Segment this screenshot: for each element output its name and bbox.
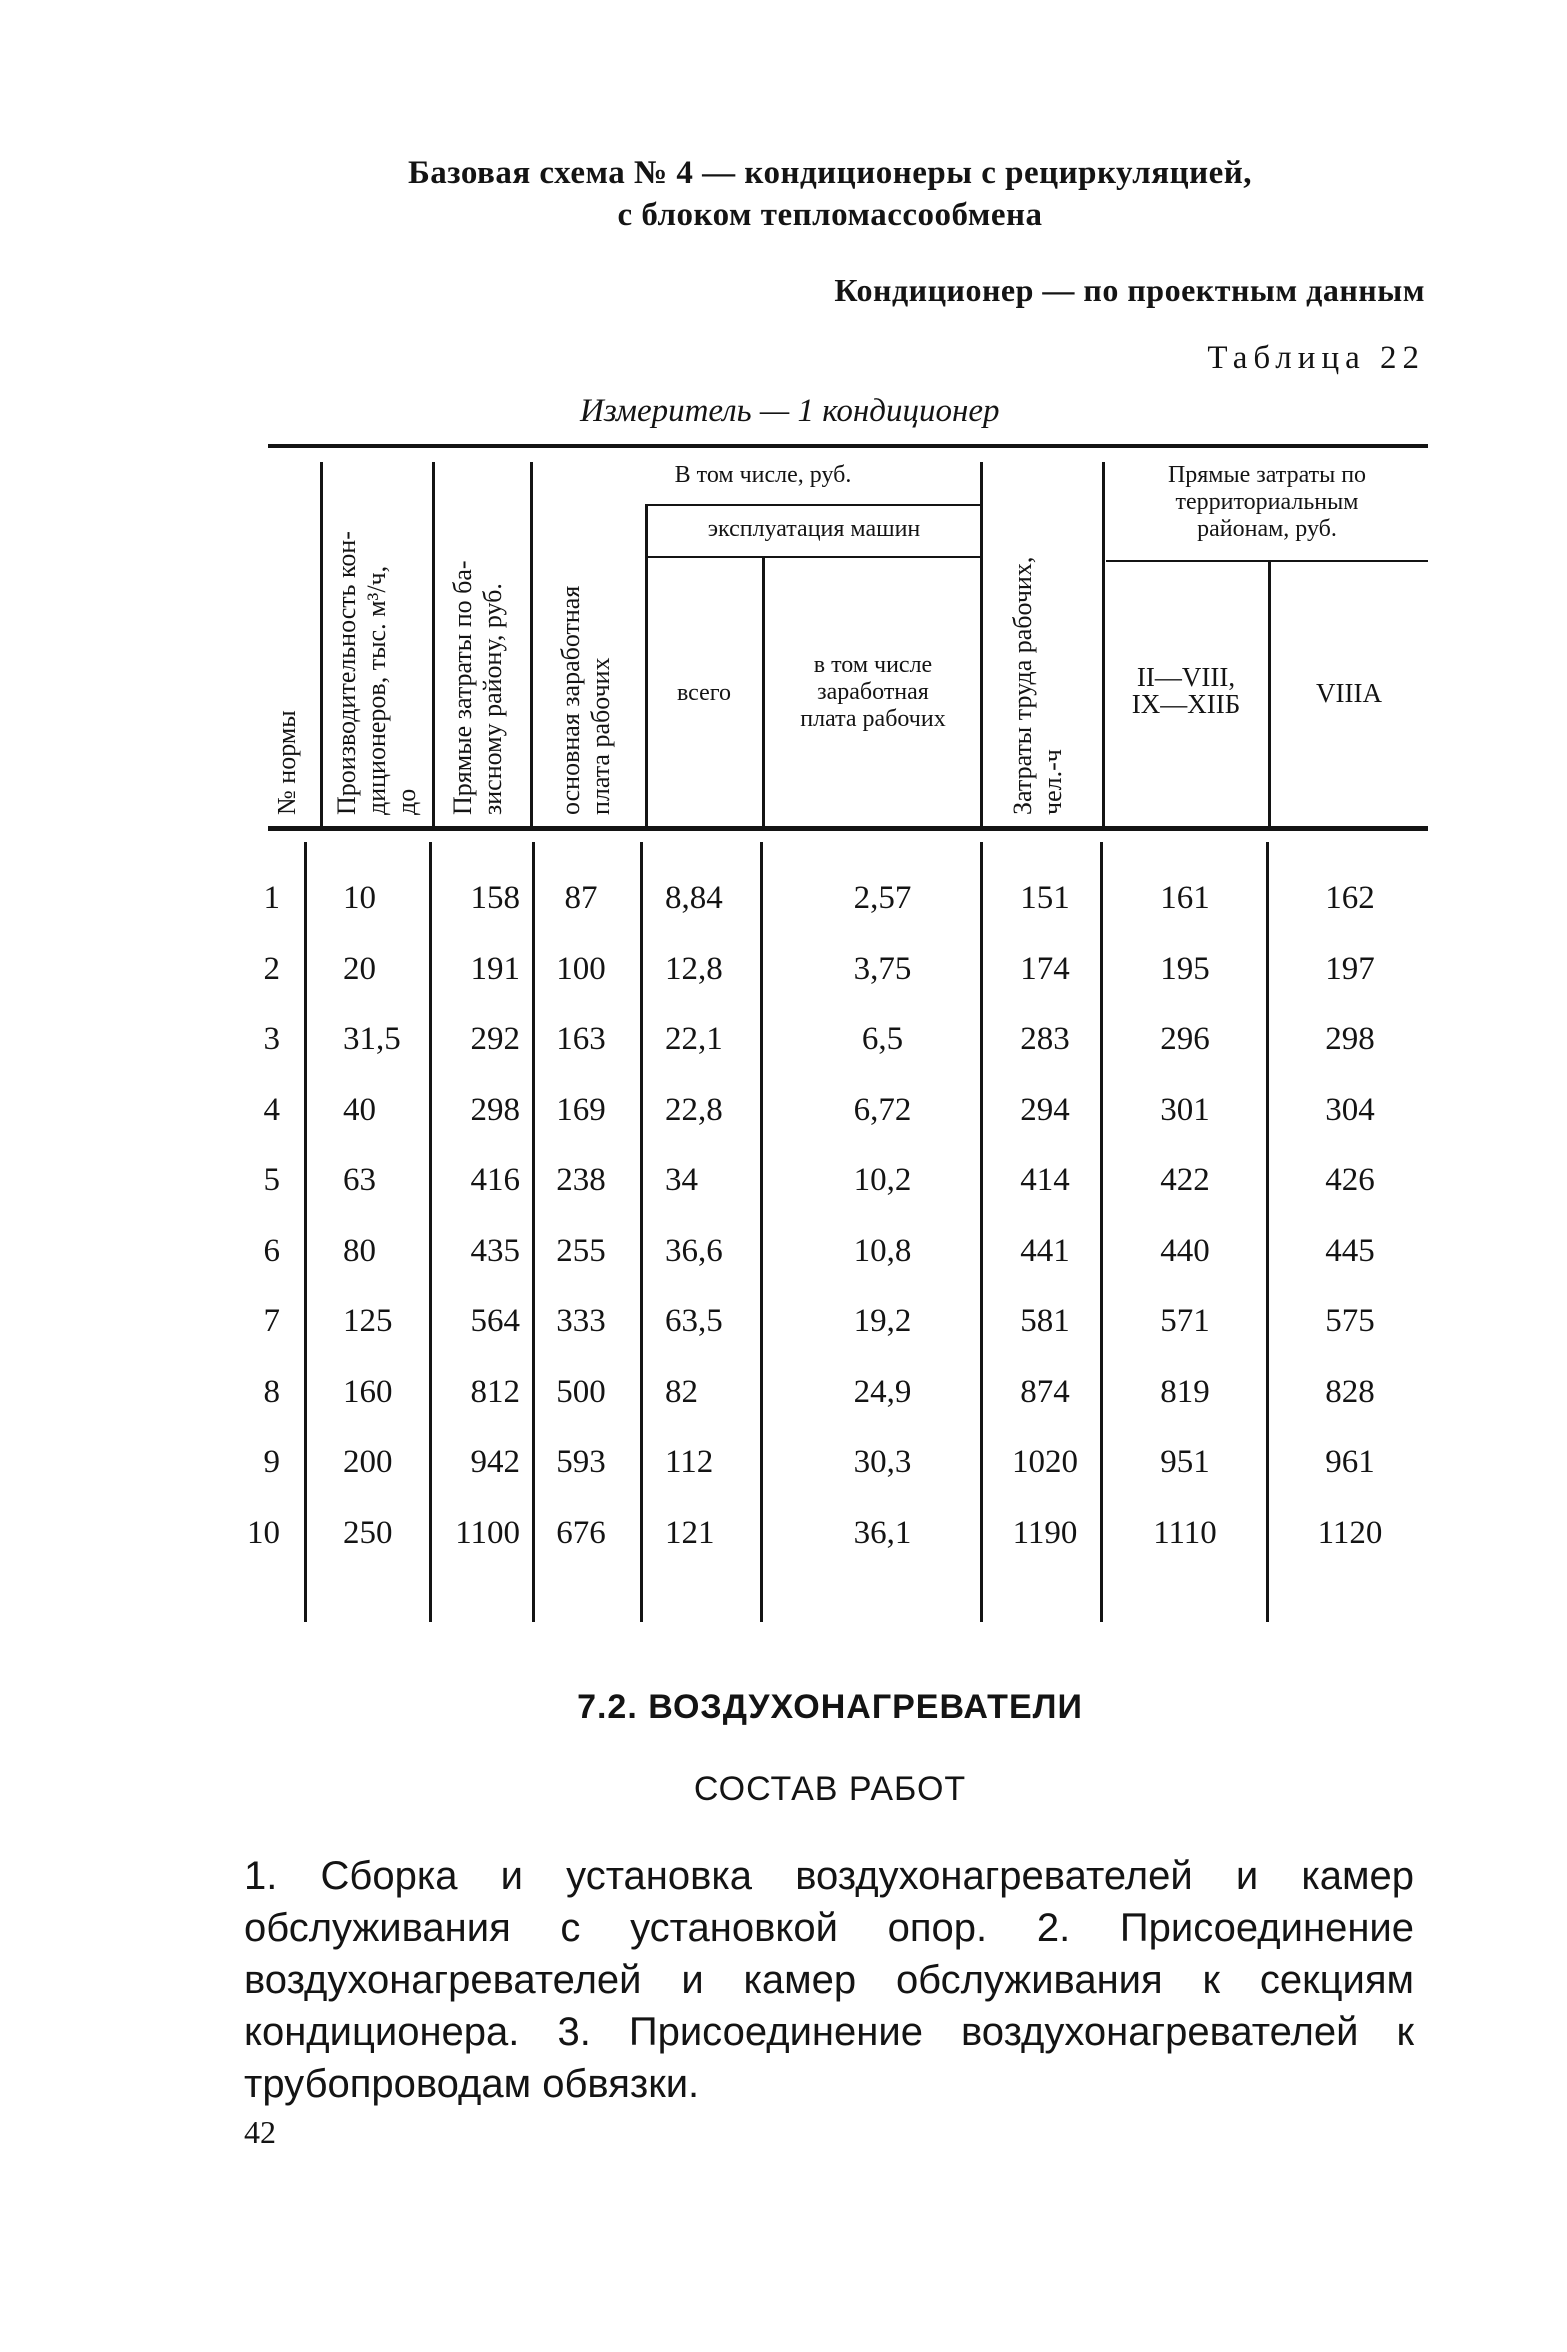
region-2-cell: 828 — [1325, 1373, 1375, 1410]
labor-cell: 151 — [1020, 880, 1070, 916]
header-num: № нормы — [272, 710, 301, 815]
machines-total-cell: 121 — [665, 1514, 715, 1551]
header-capacity: Производительность кон- диционеров, тыс. м³/ч, до — [332, 531, 421, 815]
capacity-cell: 63 — [343, 1162, 376, 1198]
machines-wage-cell: 19,2 — [853, 1303, 912, 1339]
regions-rule — [1106, 560, 1428, 562]
labor-cell: 1190 — [1012, 1514, 1078, 1551]
labor-cell: 294 — [1020, 1091, 1070, 1128]
region-2-cell: 162 — [1325, 880, 1375, 916]
row-number: 9 — [263, 1444, 280, 1480]
capacity-cell: 125 — [343, 1303, 393, 1339]
direct-base-cell: 435 — [470, 1232, 520, 1269]
direct-base-cell: 292 — [470, 1021, 520, 1057]
header-wage: основная заработная плата рабочих — [556, 585, 615, 815]
region-2-cell: 304 — [1325, 1091, 1375, 1128]
body-vline-1 — [304, 842, 307, 1622]
machines-rule — [648, 556, 980, 558]
machines-wage-cell: 6,72 — [853, 1091, 912, 1128]
machines-wage-cell: 6,5 — [861, 1021, 904, 1057]
capacity-cell: 40 — [343, 1091, 376, 1128]
body-vline-3 — [532, 842, 535, 1622]
machines-wage-cell: 24,9 — [853, 1373, 912, 1410]
region-2-cell: 426 — [1325, 1162, 1375, 1198]
region-2-cell: 961 — [1325, 1444, 1375, 1480]
row-number: 4 — [263, 1091, 280, 1128]
machines-total-cell: 63,5 — [665, 1303, 723, 1339]
hdr-vline-4 — [645, 506, 648, 826]
header-regions: Прямые затраты по территориальным районам, руб. — [1167, 462, 1367, 542]
machines-total-cell: 112 — [665, 1444, 714, 1480]
machines-total-cell: 22,1 — [665, 1021, 723, 1057]
capacity-cell: 10 — [343, 880, 376, 916]
direct-base-cell: 942 — [470, 1444, 520, 1480]
labor-cell: 441 — [1020, 1232, 1070, 1269]
direct-base-cell: 191 — [470, 950, 520, 987]
machines-wage-cell: 10,2 — [853, 1162, 912, 1198]
wage-cell: 163 — [556, 1021, 606, 1057]
body-vline-8 — [1266, 842, 1269, 1622]
wage-cell: 255 — [556, 1232, 606, 1269]
labor-cell: 283 — [1020, 1021, 1070, 1057]
hdr-vline-3 — [530, 462, 533, 826]
region-2-cell: 1120 — [1317, 1514, 1383, 1551]
body-vline-4 — [640, 842, 643, 1622]
capacity-cell: 200 — [343, 1444, 393, 1480]
section-subtitle: СОСТАВ РАБОТ — [693, 1770, 967, 1808]
direct-base-cell: 158 — [470, 880, 520, 916]
wage-cell: 593 — [556, 1444, 606, 1480]
wage-cell: 100 — [556, 950, 606, 987]
machines-total-cell: 22,8 — [665, 1091, 723, 1128]
hdr-vline-1 — [320, 462, 323, 826]
wage-cell: 87 — [564, 880, 598, 916]
region-1-cell: 571 — [1160, 1303, 1210, 1339]
title-line-2: с блоком тепломассообмена — [617, 197, 1043, 233]
region-2-cell: 575 — [1325, 1303, 1375, 1339]
capacity-cell: 160 — [343, 1373, 393, 1410]
capacity-cell: 250 — [343, 1514, 393, 1551]
machines-total-cell: 12,8 — [665, 950, 723, 987]
region-1-cell: 440 — [1160, 1232, 1210, 1269]
direct-base-cell: 416 — [470, 1162, 520, 1198]
capacity-cell: 80 — [343, 1232, 376, 1269]
machines-total-cell: 36,6 — [665, 1232, 723, 1269]
hdr-vline-8 — [1268, 562, 1271, 826]
subtitle: Кондиционер — по проектным данным — [834, 272, 1425, 308]
row-number: 1 — [263, 880, 280, 916]
direct-base-cell: 812 — [470, 1373, 520, 1410]
labor-cell: 581 — [1020, 1303, 1070, 1339]
meter-label: Измеритель — 1 кондиционер — [580, 393, 1000, 429]
region-1-cell: 195 — [1160, 950, 1210, 987]
machines-wage-cell: 2,57 — [853, 880, 912, 916]
machines-total-cell: 8,84 — [665, 880, 723, 916]
header-direct-base: Прямые затраты по ба- зисному району, руб. — [448, 560, 507, 815]
region-2-cell: 298 — [1325, 1021, 1375, 1057]
work-description: 1. Сборка и установка воздухонагревателей и камер обслуживания с установкой опор. 2. Присоединение воздухонагревателей и камер обслуживания к секциям кондиционера. 3. Присоединение воздухонагревателей к трубопроводам обвязки. — [244, 1854, 1414, 2106]
incl-rule — [645, 504, 980, 506]
row-number: 7 — [263, 1303, 280, 1339]
region-1-cell: 301 — [1160, 1091, 1210, 1128]
header-machines: эксплуатация машин — [707, 516, 921, 542]
hdr-vline-5 — [762, 558, 765, 826]
machines-wage-cell: 30,3 — [853, 1444, 912, 1480]
hdr-vline-6 — [980, 462, 983, 826]
direct-base-cell: 298 — [470, 1091, 520, 1128]
labor-cell: 874 — [1020, 1373, 1070, 1410]
region-1-cell: 422 — [1160, 1162, 1210, 1198]
direct-base-cell: 1100 — [455, 1514, 520, 1551]
row-number: 6 — [263, 1232, 280, 1269]
section-title: 7.2. ВОЗДУХОНАГРЕВАТЕЛИ — [577, 1688, 1083, 1726]
wage-cell: 169 — [556, 1091, 606, 1128]
table-label: Таблица 22 — [1207, 340, 1425, 376]
hdr-vline-7 — [1102, 462, 1105, 826]
header-region-1: II—VIII, IX—XIIБ — [1131, 662, 1241, 719]
machines-wage-cell: 10,8 — [853, 1232, 912, 1269]
capacity-cell: 20 — [343, 950, 376, 987]
machines-total-cell: 34 — [665, 1162, 698, 1198]
machines-wage-cell: 36,1 — [853, 1514, 912, 1551]
header-incl: В том числе, руб. — [674, 462, 852, 488]
page-number: 42 — [244, 2114, 276, 2150]
region-1-cell: 819 — [1160, 1373, 1210, 1410]
region-1-cell: 161 — [1160, 880, 1210, 916]
table-top-rule — [268, 444, 1428, 448]
wage-cell: 238 — [556, 1162, 606, 1198]
header-labor: Затраты труда рабочих, чел.-ч — [1008, 556, 1067, 815]
region-2-cell: 197 — [1325, 950, 1375, 987]
region-1-cell: 1110 — [1153, 1514, 1217, 1551]
wage-cell: 676 — [556, 1514, 606, 1551]
region-1-cell: 951 — [1160, 1444, 1210, 1480]
title-line-1: Базовая схема № 4 — кондиционеры с рециркуляцией, — [407, 155, 1253, 191]
machines-wage-cell: 3,75 — [853, 950, 912, 987]
machines-total-cell: 82 — [665, 1373, 698, 1410]
header-region-2: VIIIA — [1316, 678, 1382, 708]
header-bottom-rule — [268, 826, 1428, 831]
row-number: 8 — [263, 1373, 280, 1410]
wage-cell: 333 — [556, 1303, 606, 1339]
row-number: 2 — [263, 950, 280, 987]
capacity-cell: 31,5 — [343, 1021, 401, 1057]
row-number: 5 — [263, 1162, 280, 1198]
labor-cell: 1020 — [1012, 1444, 1078, 1480]
region-2-cell: 445 — [1325, 1232, 1375, 1269]
header-machines-wage: в том числе заработная плата рабочих — [800, 652, 946, 732]
row-number: 3 — [263, 1021, 280, 1057]
header-machines-total: всего — [676, 680, 732, 706]
wage-cell: 500 — [556, 1373, 606, 1410]
labor-cell: 414 — [1020, 1162, 1070, 1198]
labor-cell: 174 — [1020, 950, 1070, 987]
hdr-vline-2 — [432, 462, 435, 826]
row-number: 10 — [247, 1514, 280, 1551]
region-1-cell: 296 — [1160, 1021, 1210, 1057]
document-title — [260, 152, 1400, 236]
direct-base-cell: 564 — [470, 1303, 520, 1339]
